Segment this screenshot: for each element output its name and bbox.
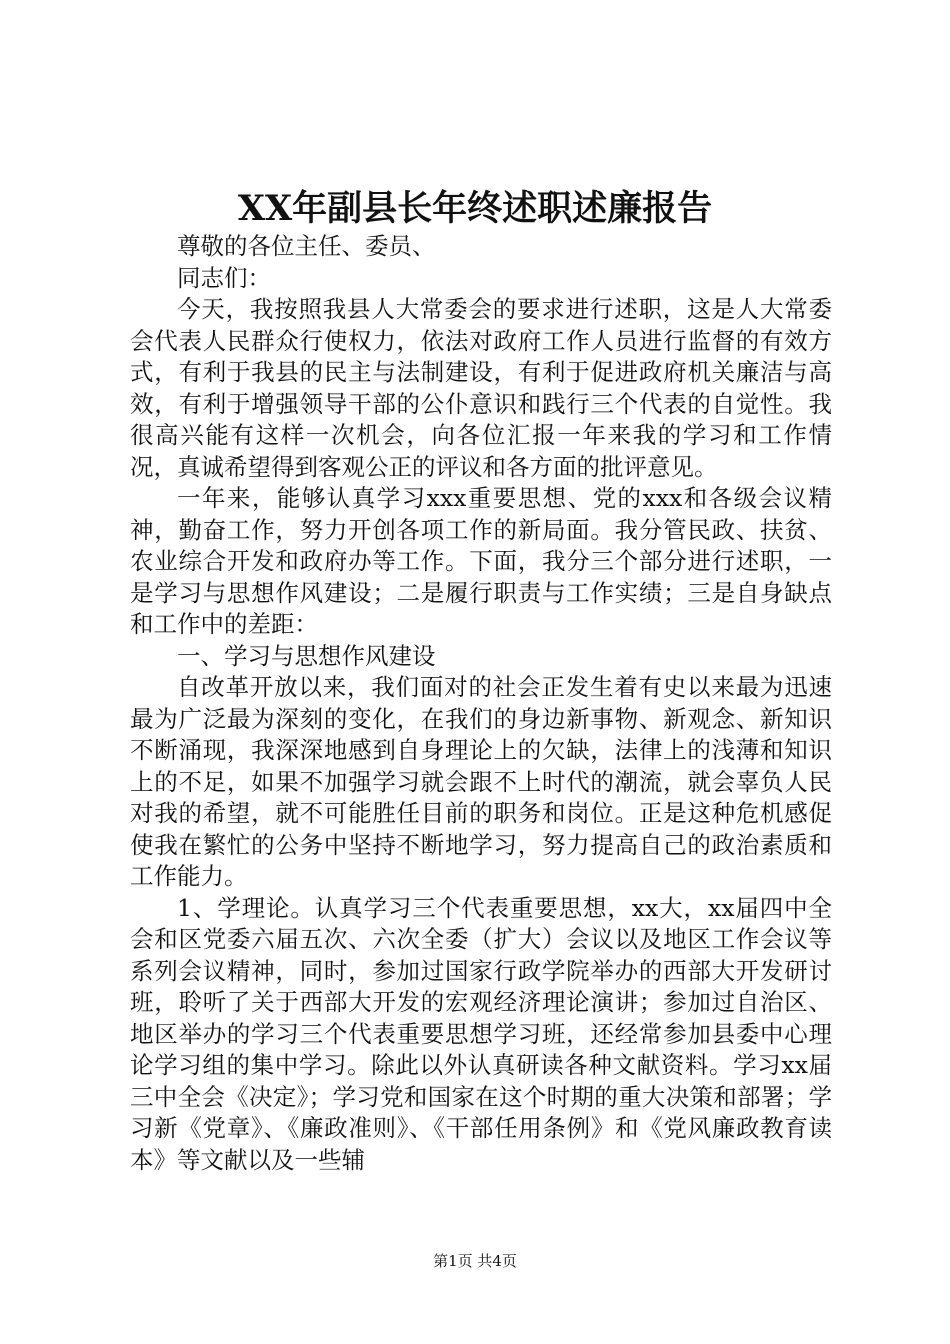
body-paragraph: 自改革开放以来，我们面对的社会正发生着有史以来最为迅速最为广泛最为深刻的变化，在我们的身边新事物、新观念、新知识不断涌现，我深深地感到自身理论上的欠缺，法律上的浅薄和知识上的不足，如果不加强学习就会跟不上时代的潮流，就会辜负人民对我的希望，就不可能胜任目前的职务和岗位。正是这种危机感促使我在繁忙的公务中坚持不断地学习，努力提高自己的政治素质和工作能力。	[130, 673, 832, 890]
page-number-footer: 第1页 共4页	[433, 1252, 517, 1270]
body-paragraph: 一年来，能够认真学习xxx重要思想、党的xxx和各级会议精神，勤奋工作，努力开创各项工作的新局面。我分管民政、扶贫、农业综合开发和政府办等工作。下面，我分三个部分进行述职，一是学习与思想作风建设；二是履行职责与工作实绩；三是自身缺点和工作中的差距：	[130, 484, 832, 638]
section-heading: 一、学习与思想作风建设	[177, 641, 436, 670]
body-paragraph: 1、学理论。认真学习三个代表重要思想，xx大，xx届四中全会和区党委六届五次、六次全委（扩大）会议以及地区工作会议等系列会议精神，同时，参加过国家行政学院举办的西部大开发研讨班，聆听了关于西部大开发的宏观经济理论演讲；参加过自治区、地区举办的学习三个代表重要思想学习班，还经常参加县委中心理论学习组的集中学习。除此以外认真研读各种文献资料。学习xx届三中全会《决定》；学习党和国家在这个时期的重大决策和部署；学习新《党章》、《廉政准则》、《干部任用条例》和《党风廉政教育读本》等文献以及一些辅	[130, 893, 832, 1174]
document-title: XX年副县长年终述职述廉报告	[237, 188, 713, 229]
salutation-line-1: 尊敬的各位主任、委员、	[177, 232, 436, 260]
document-body	[130, 231, 832, 1176]
salutation-line-2: 同志们：	[177, 263, 271, 292]
body-paragraph: 今天，我按照我县人大常委会的要求进行述职，这是人大常委会代表人民群众行使权力，依法对政府工作人员进行监督的有效方式，有利于我县的民主与法制建设，有利于促进政府机关廉洁与高效，有利于增强领导干部的公仆意识和践行三个代表的自觉性。我很高兴能有这样一次机会，向各位汇报一年来我的学习和工作情况，真诚希望得到客观公正的评议和各方面的批评意见。	[130, 295, 832, 481]
